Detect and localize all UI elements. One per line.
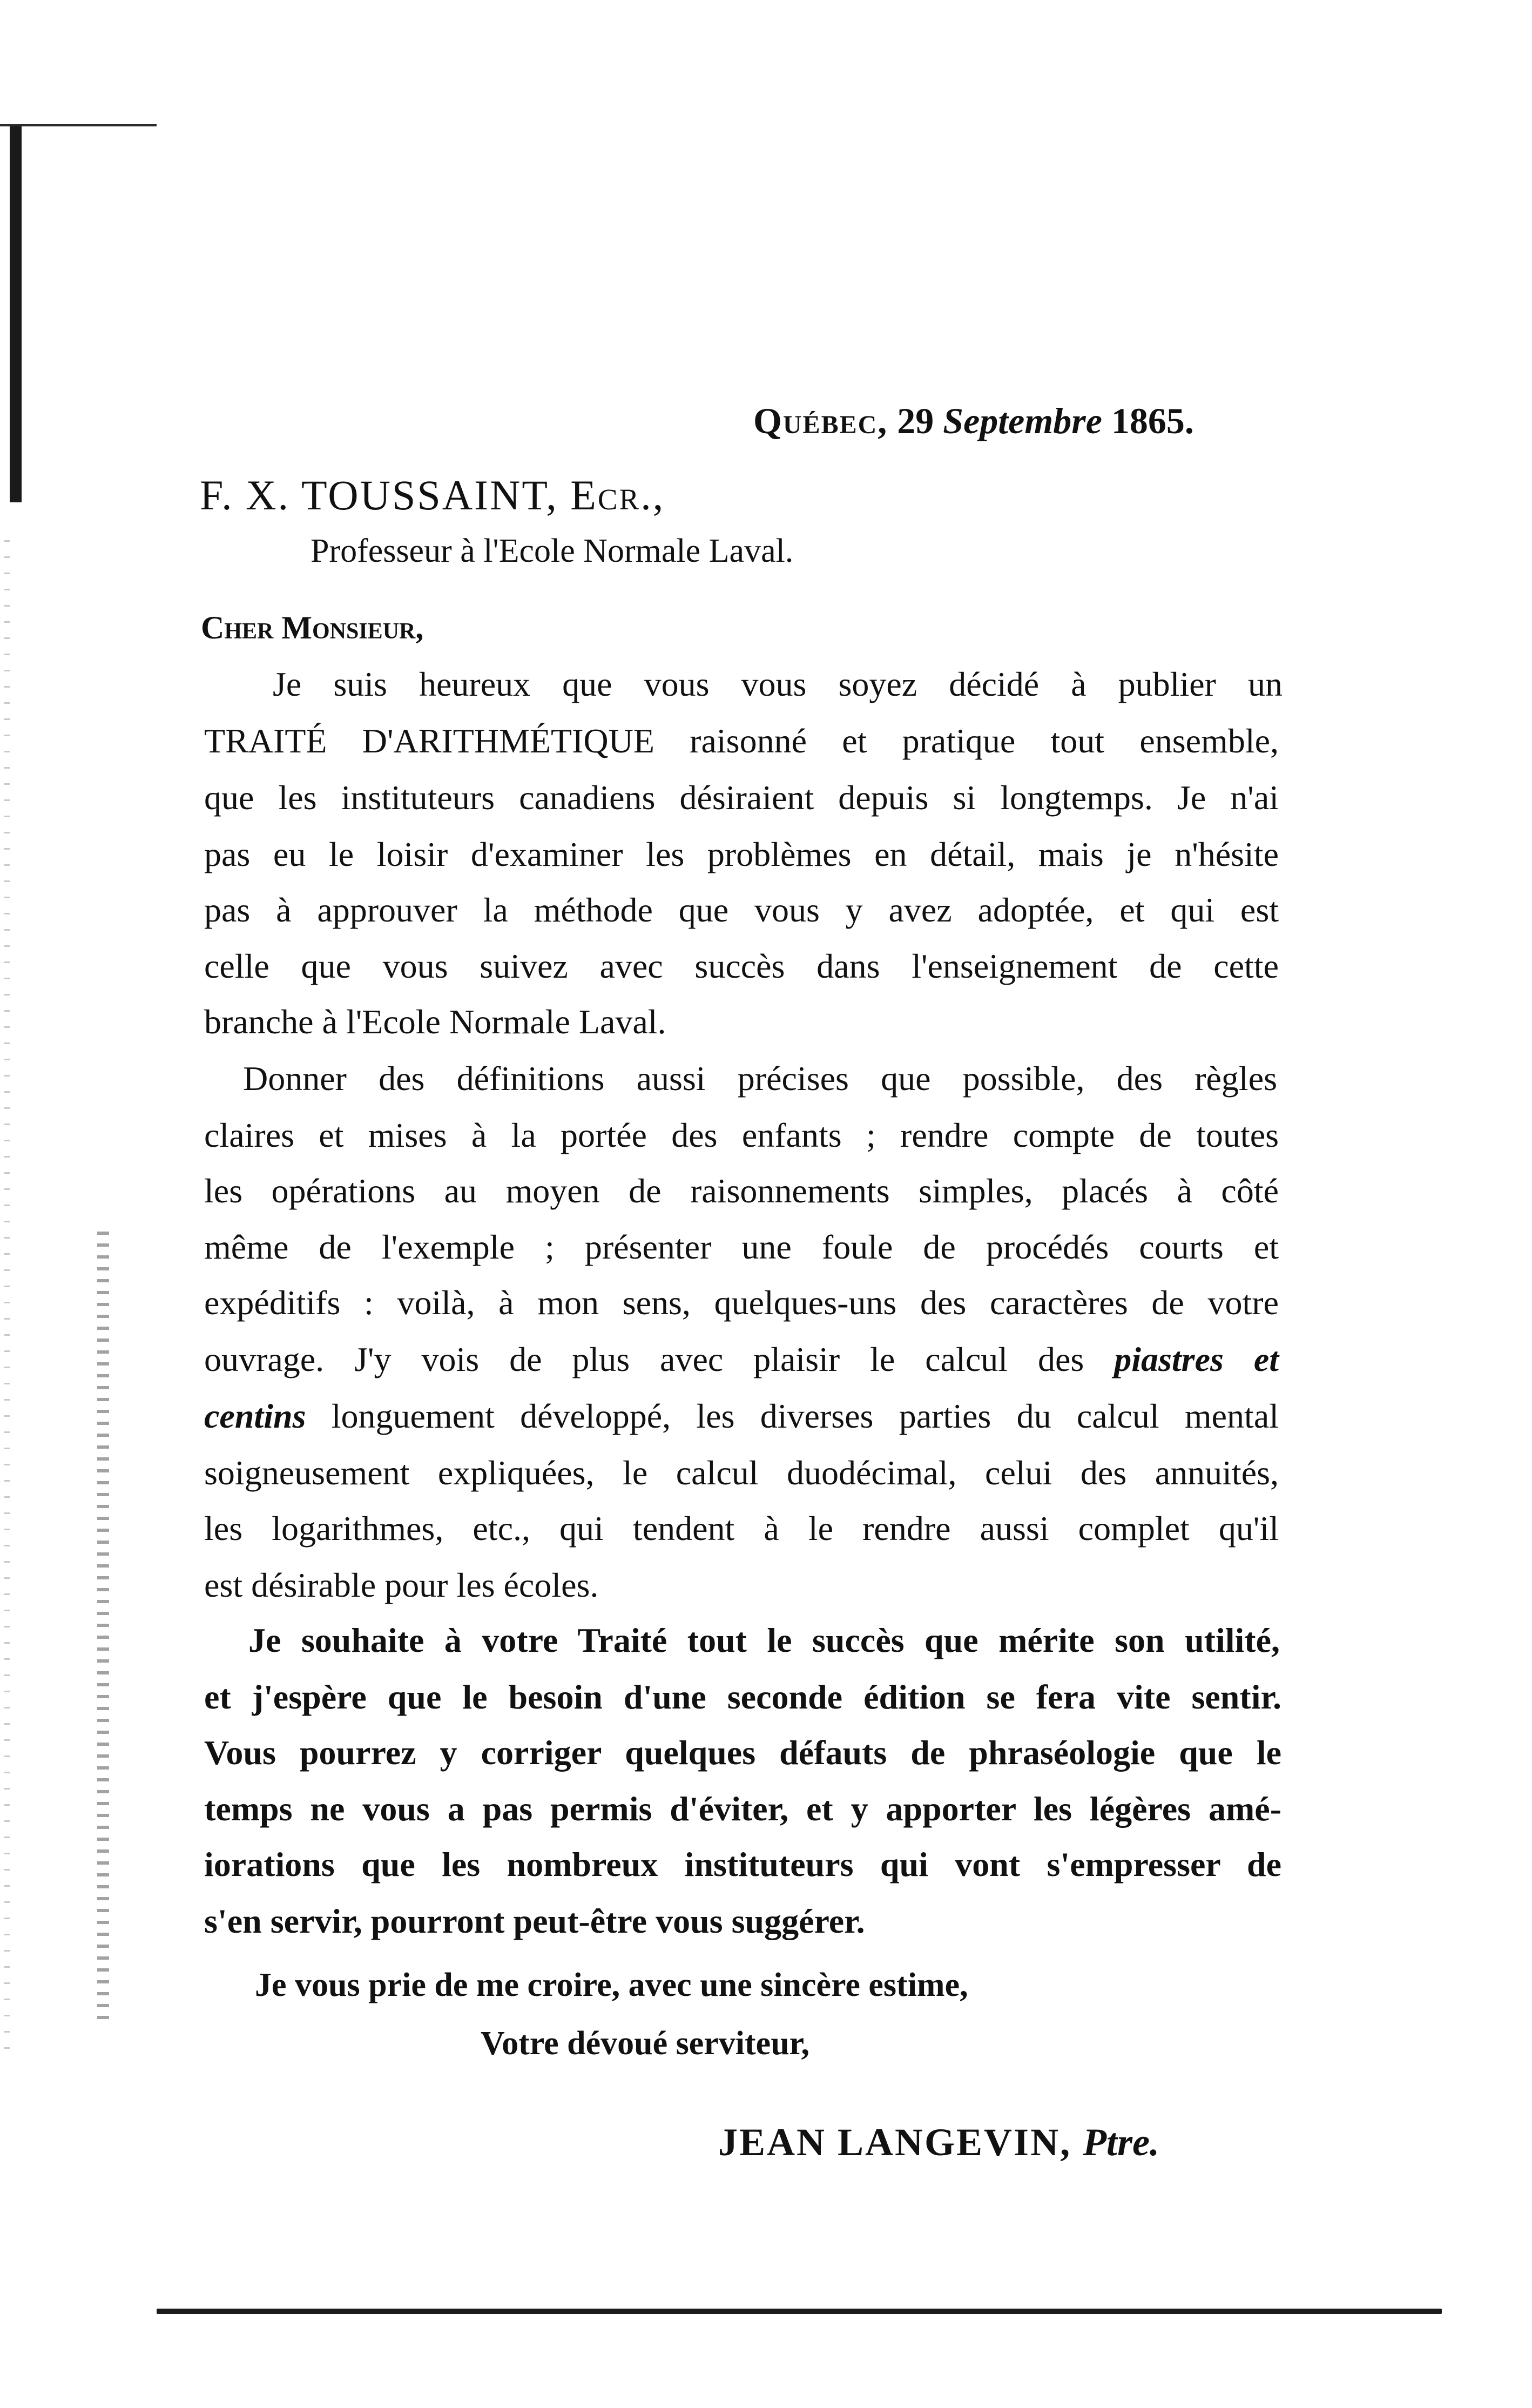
recipient-honorific: Ecr.,: [570, 472, 665, 519]
closing-line-2: Votre dévoué serviteur,: [481, 2025, 810, 2062]
paragraph-1-line-5: pas à approuver la méthode que vous y avez adoptée, et qui est: [204, 891, 1279, 929]
italic-piastres: piastres et: [1114, 1340, 1279, 1378]
signature-name: JEAN LANGEVIN,: [718, 2121, 1072, 2164]
recipient-title: Professeur à l'Ecole Normale Laval.: [311, 533, 794, 569]
margin-scan-noise: [97, 1232, 109, 2026]
scan-top-rule: [0, 124, 157, 126]
paragraph-2-line-1: Donner des définitions aussi précises que possible, des règles: [243, 1059, 1277, 1098]
paragraph-2-line-4: même de l'exemple ; présenter une foule de procédés courts et: [204, 1228, 1279, 1266]
paragraph-3-line-2: et j'espère que le besoin d'une seconde édition se fera vite sentir.: [204, 1678, 1281, 1716]
scan-binding-edge: [10, 124, 49, 502]
date-city: Québec,: [753, 400, 888, 441]
paragraph-2-line-3: les opérations au moyen de raisonnements simples, placés à côté: [204, 1172, 1279, 1210]
paragraph-3-line-1: Je souhaite à votre Traité tout le succès que mérite son utilité,: [248, 1621, 1280, 1659]
closing-line-1: Je vous prie de me croire, avec une sincère estime,: [255, 1967, 968, 2003]
date-year: 1865.: [1111, 400, 1194, 441]
italic-centins: centins: [204, 1397, 306, 1435]
paragraph-2-line-6: [204, 1342, 1279, 1377]
recipient-name-line: [200, 471, 665, 520]
paragraph-2-line-5: expéditifs : voilà, à mon sens, quelques-uns des caractères de votre: [204, 1283, 1279, 1322]
paragraph-1-line-1: Je suis heureux que vous vous soyez décidé à publier un: [273, 665, 1283, 703]
signature-abbreviation: Ptre.: [1083, 2121, 1160, 2164]
paragraph-2-line-10: est désirable pour les écoles.: [204, 1566, 599, 1604]
salutation: Cher Monsieur,: [201, 610, 424, 645]
paragraph-3-line-4: temps ne vous a pas permis d'éviter, et y apporter les légères amé-: [204, 1790, 1281, 1828]
paragraph-3-line-3: Vous pourrez y corriger quelques défauts de phraséologie que le: [204, 1733, 1281, 1772]
paragraph-1-line-7: branche à l'Ecole Normale Laval.: [204, 1003, 666, 1041]
paragraph-3-line-5: iorations que les nombreux instituteurs qui vont s'empresser de: [204, 1845, 1281, 1884]
paragraph-2-line-6-text: ouvrage. J'y vois de plus avec plaisir le calcul des: [204, 1340, 1084, 1378]
paragraph-3-line-6: s'en servir, pourront peut-être vous suggérer.: [204, 1902, 865, 1940]
date-month: Septembre: [943, 400, 1102, 441]
paragraph-2-line-2: claires et mises à la portée des enfants ; rendre compte de toutes: [204, 1116, 1279, 1154]
paragraph-2-line-7: [204, 1399, 1279, 1434]
paragraph-2-line-9: les logarithmes, etc., qui tendent à le rendre aussi complet qu'il: [204, 1509, 1279, 1548]
bottom-rule: [157, 2309, 1442, 2314]
paragraph-1-line-2: TRAITÉ D'ARITHMÉTIQUE raisonné et pratique tout ensemble,: [204, 722, 1279, 760]
paragraph-1-line-6: celle que vous suivez avec succès dans l'enseignement de cette: [204, 947, 1279, 985]
paragraph-1-line-4: pas eu le loisir d'examiner les problèmes en détail, mais je n'hésite: [204, 835, 1279, 873]
paragraph-1-line-3: que les instituteurs canadiens désiraient depuis si longtemps. Je n'ai: [204, 778, 1279, 817]
date-day: 29: [897, 400, 934, 441]
paragraph-2-line-8: soigneusement expliquées, le calcul duodécimal, celui des annuités,: [204, 1454, 1279, 1492]
margin-scan-noise-edge: [4, 540, 10, 2053]
paragraph-2-line-7-text: longuement développé, les diverses parties du calcul mental: [331, 1397, 1279, 1435]
recipient-name: F. X. TOUSSAINT,: [200, 472, 558, 519]
letter-date: [753, 400, 1194, 442]
signature: [718, 2120, 1159, 2165]
